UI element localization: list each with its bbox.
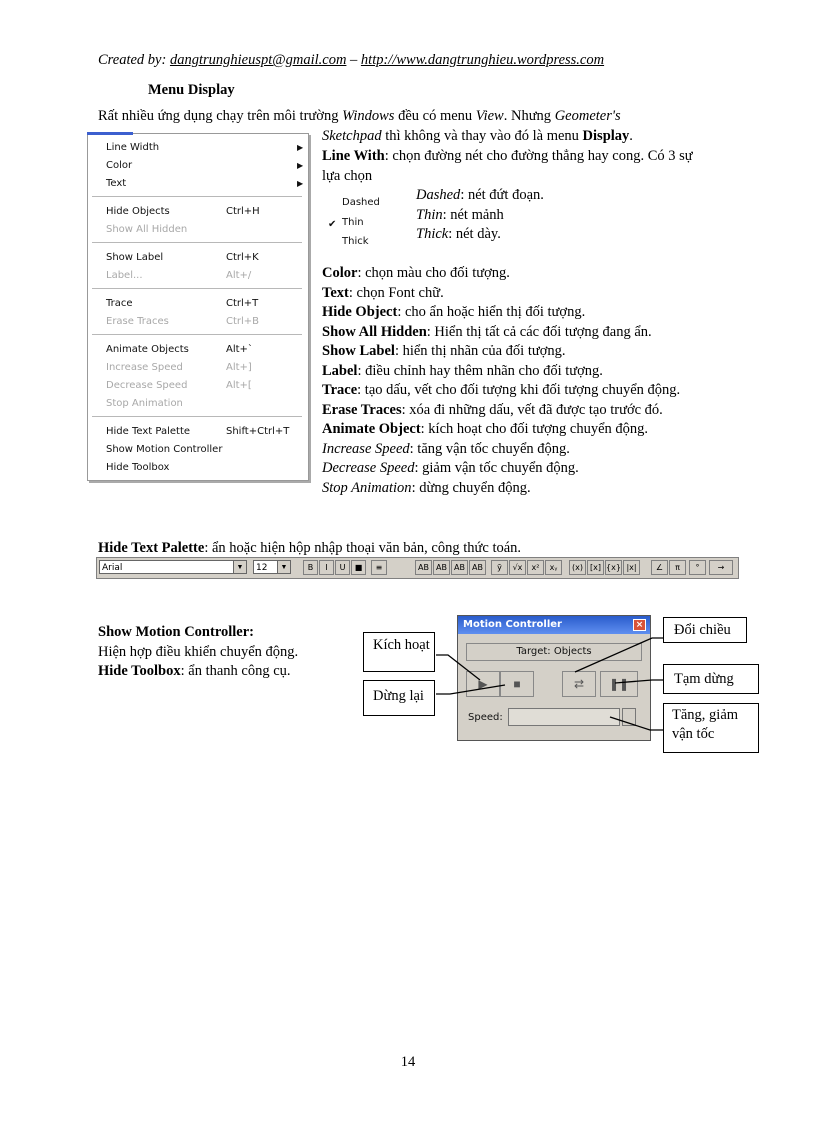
leader-activate — [436, 655, 480, 680]
leader-stop — [436, 685, 505, 694]
intro-text: Rất nhiều ứng dụng chạy trên môi trường — [98, 108, 343, 124]
toolbar-button[interactable]: x² — [527, 560, 544, 575]
author-email-link[interactable]: dangtrunghieuspt@gmail.com — [169, 52, 347, 68]
description-text: : hiển thị nhãn của đối tượng. — [394, 343, 566, 359]
toolbar-button[interactable]: AB — [415, 560, 432, 575]
description-text: : tạo dấu, vết cho đối tượng khi đối tượng chuyển động. — [357, 382, 681, 398]
description-term: Show Label — [322, 343, 395, 359]
toolbar-button[interactable]: U — [335, 560, 350, 575]
description-text: : chọn Font chữ. — [348, 284, 444, 301]
submenu-item-thin[interactable]: Thin — [342, 217, 364, 228]
toolbar-button[interactable]: xᵧ — [545, 560, 562, 575]
callout-speed-line1: Tăng, giảm — [672, 707, 739, 723]
option-term: Thick — [416, 226, 449, 242]
leader-pause — [615, 680, 663, 683]
hide-toolbox-term: Hide Toolbox — [98, 663, 181, 679]
description-term: Color — [322, 265, 358, 281]
toolbar-button[interactable]: ≡ — [371, 560, 387, 575]
play-button[interactable]: ▶ — [466, 671, 500, 697]
toolbar-button[interactable]: ∠ — [651, 560, 668, 575]
menu-item-label: Decrease Speed — [106, 380, 188, 391]
reverse-button[interactable]: ⇄ — [562, 671, 596, 697]
description-text: : xóa đi những dấu, vết đã được tạo trước đó. — [401, 401, 663, 418]
description-text: : tăng vận tốc chuyển động. — [409, 440, 570, 457]
intro-text: thì không và thay vào đó là menu — [381, 128, 583, 144]
menu-item-shortcut: Alt+` — [226, 344, 253, 355]
font-size-select[interactable]: 12 — [253, 560, 291, 574]
hide-text-palette-text: : ẩn hoặc hiện hộp nhập thoại văn bản, công thức toán. — [204, 540, 522, 556]
header-prefix: Created by: — [98, 52, 170, 68]
description-text: : giảm vận tốc chuyển động. — [414, 460, 579, 476]
description-text: : dừng chuyển động. — [411, 479, 531, 496]
menu-item-label: Color — [106, 160, 133, 171]
toolbar-button[interactable]: |x| — [623, 560, 640, 575]
font-size-dropdown-button[interactable]: ▼ — [277, 560, 291, 574]
intro-geometers: Geometer's — [554, 108, 621, 124]
submenu-arrow-icon: ▶ — [297, 143, 304, 152]
description-text: : Hiển thị tất cả các đối tượng đang ẩn. — [426, 323, 652, 340]
callout-reverse: Đổi chiều — [663, 617, 747, 643]
callout-speed — [663, 703, 759, 753]
hide-text-palette-term: Hide Text Palette — [98, 540, 205, 556]
description-term: Erase Traces — [322, 401, 402, 418]
toolbar-button[interactable]: AB — [433, 560, 450, 575]
show-motion-term: Show Motion Controller: — [98, 624, 255, 640]
description-term: Show All Hidden — [322, 323, 427, 340]
intro-text: . — [629, 128, 633, 144]
intro-text: . Nhưng — [503, 108, 555, 124]
callout-activate: Kích hoạt — [363, 632, 435, 672]
toolbar-button[interactable]: ■ — [351, 560, 366, 575]
description-term: Increase Speed — [322, 440, 410, 457]
option-desc: : nét đứt đoạn. — [460, 187, 544, 203]
leader-reverse — [575, 638, 663, 672]
toolbar-button[interactable]: B — [303, 560, 318, 575]
menu-item-label: Animate Objects — [106, 344, 189, 355]
intro-sketchpad: Sketchpad — [322, 128, 382, 144]
page-number: 14 — [400, 1054, 416, 1070]
option-term: Dashed — [416, 187, 461, 203]
menu-item-shortcut: Shift+Ctrl+T — [226, 426, 290, 437]
description-term: Label — [322, 362, 358, 379]
menu-item-label: Show Motion Controller — [106, 444, 223, 455]
menu-item-shortcut: Ctrl+B — [226, 316, 260, 327]
show-motion-text: Hiện hợp điều khiển chuyển động. — [98, 643, 299, 660]
toolbar-button[interactable]: AB — [451, 560, 468, 575]
menu-item-label: Show Label — [106, 252, 164, 263]
description-term: Stop Animation — [322, 479, 412, 496]
toolbar-button[interactable]: ȳ — [491, 560, 508, 575]
option-desc: : nét mảnh — [442, 206, 504, 223]
menu-item-label: Stop Animation — [106, 398, 183, 409]
submenu-item-thick[interactable]: Thick — [342, 236, 369, 247]
description-term: Decrease Speed — [322, 460, 415, 476]
menu-item-label: Label... — [106, 270, 143, 281]
toolbar-button[interactable]: I — [319, 560, 334, 575]
menu-item-shortcut: Ctrl+K — [226, 252, 259, 263]
header-dash: – — [346, 52, 361, 68]
menu-item-shortcut: Ctrl+H — [226, 206, 260, 217]
description-term: Text — [322, 284, 349, 301]
line-width-desc-2: lựa chọn — [322, 168, 373, 184]
submenu-item-dashed[interactable]: Dashed — [342, 197, 380, 208]
toolbar-button[interactable]: ° — [689, 560, 706, 575]
description-text: : cho ẩn hoặc hiển thị đối tượng. — [397, 304, 586, 320]
description-term: Animate Object — [322, 421, 421, 437]
description-term: Hide Object — [322, 304, 398, 320]
toolbar-button[interactable]: AB — [469, 560, 486, 575]
pause-button[interactable]: ❚❚ — [600, 671, 638, 697]
menu-item-label: Increase Speed — [106, 362, 183, 373]
submenu-arrow-icon: ▶ — [297, 179, 304, 188]
description-text: : điều chỉnh hay thêm nhãn cho đối tượng. — [357, 362, 603, 379]
menu-item-shortcut: Ctrl+T — [226, 298, 259, 309]
callout-stop: Dừng lại — [363, 680, 435, 716]
toolbar-button[interactable]: [x] — [587, 560, 604, 575]
line-width-text: : chọn đường nét cho đường thẳng hay cong. Có 3 sự — [384, 148, 693, 164]
menu-item-label: Hide Toolbox — [106, 462, 170, 473]
description-text: : kích hoạt cho đối tượng chuyển động. — [420, 421, 649, 437]
callout-pause: Tạm dừng — [663, 664, 759, 694]
line-width-term: Line With — [322, 148, 385, 164]
menu-item-shortcut: Alt+/ — [226, 270, 252, 281]
menu-item-shortcut: Alt+[ — [226, 380, 252, 391]
menu-item-label: Line Width — [106, 142, 160, 153]
toolbar-button[interactable]: (x) — [569, 560, 586, 575]
menu-item-label: Hide Objects — [106, 206, 170, 217]
callout-speed-line2: vận tốc — [672, 726, 715, 742]
target-select[interactable]: Target: Objects — [466, 643, 642, 661]
intro-display: Display — [582, 128, 630, 144]
menu-item-label: Text — [106, 178, 127, 189]
toolbar-button[interactable]: → — [709, 560, 733, 575]
author-website-link[interactable]: http://www.dangtrunghieu.wordpress.com — [360, 52, 605, 68]
menu-item-shortcut: Alt+] — [226, 362, 252, 373]
motion-controller-title: Motion Controller — [463, 619, 562, 630]
menu-item-label: Hide Text Palette — [106, 426, 191, 437]
stop-button[interactable]: ■ — [500, 671, 534, 697]
description-text: : chọn màu cho đối tượng. — [357, 265, 510, 281]
menu-item-label: Trace — [106, 298, 133, 309]
menu-item-label: Show All Hidden — [106, 224, 188, 235]
option-term: Thin — [416, 206, 443, 223]
description-term: Trace — [322, 382, 358, 398]
section-title: Menu Display — [148, 82, 235, 98]
close-icon[interactable]: × — [633, 619, 646, 631]
leader-speed — [610, 717, 663, 730]
intro-text: đều có menu — [394, 108, 476, 124]
toolbar-button[interactable]: π — [669, 560, 686, 575]
hide-toolbox-text: : ẩn thanh công cụ. — [180, 663, 291, 679]
speed-label: Speed: — [468, 712, 503, 723]
intro-view: View — [475, 108, 504, 124]
toolbar-button[interactable]: {x} — [605, 560, 622, 575]
intro-windows: Windows — [342, 108, 395, 124]
option-desc: : nét dày. — [448, 226, 501, 242]
toolbar-button[interactable]: √x — [509, 560, 526, 575]
submenu-arrow-icon: ▶ — [297, 161, 304, 170]
menu-item-label: Erase Traces — [106, 316, 169, 327]
font-select[interactable]: Arial — [99, 560, 247, 574]
check-icon: ✔ — [328, 219, 337, 230]
font-dropdown-button[interactable]: ▼ — [233, 560, 247, 574]
